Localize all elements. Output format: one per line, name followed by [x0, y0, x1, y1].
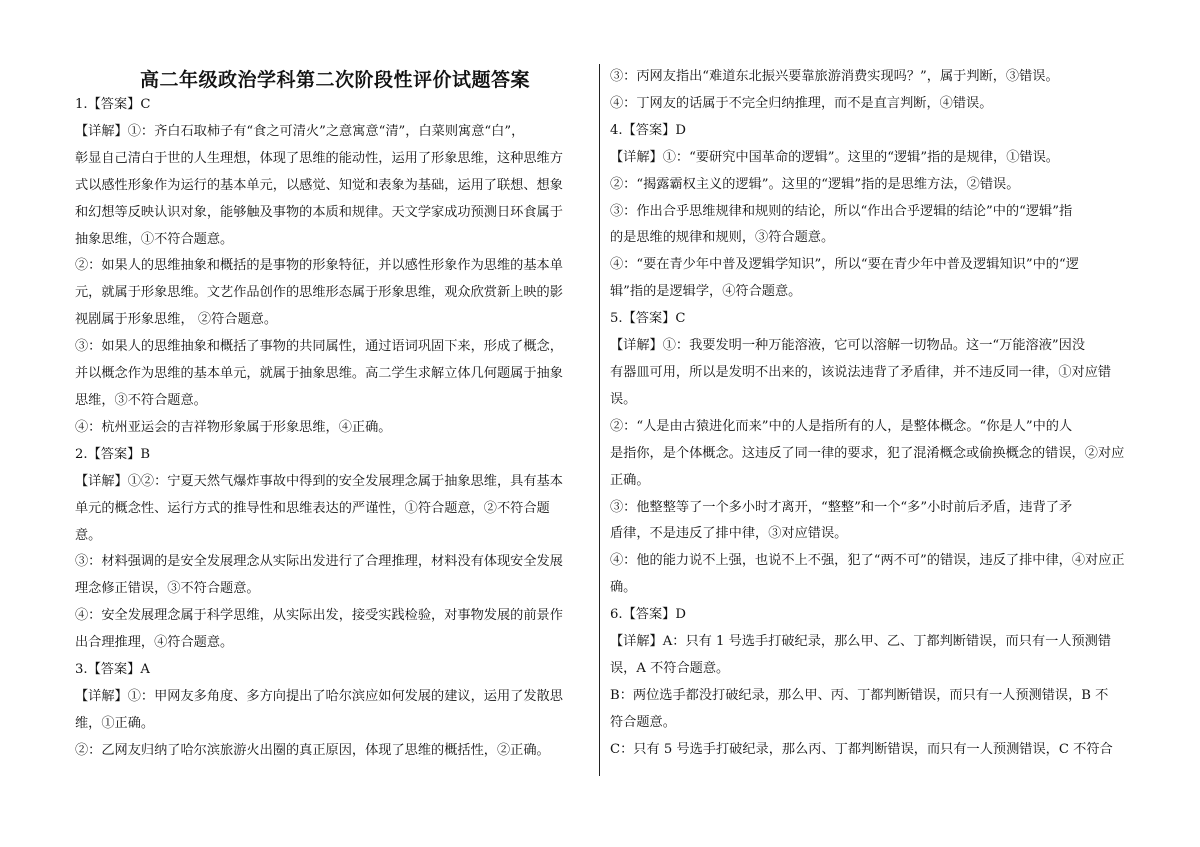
text-line: 1.【答案】C [75, 97, 151, 112]
text-line: ③：作出合乎思维规律和规则的结论，所以“作出合乎逻辑的结论”中的“逻辑”指 [610, 203, 1073, 219]
text-line: 辑”指的是逻辑学，④符合题意。 [610, 284, 802, 300]
text-line: C：只有 5 号选手打破纪录，那么丙、丁都判断错误，而只有一人预测错误，C 不符合 [610, 741, 1113, 757]
text-line: 元，就属于形象思维。文艺作品创作的思维形态属于形象思维，观众欣赏新上映的影 [75, 285, 563, 301]
text-line: 式以感性形象作为运行的基本单元，以感觉、知觉和表象为基础，运用了联想、想象 [75, 177, 563, 193]
left-column [75, 64, 595, 765]
text-line: 误。 [610, 391, 637, 407]
text-line: 【详解】A：只有 1 号选手打破纪录，那么甲、乙、丁都判断错误，而只有一人预测错 [610, 634, 1112, 650]
text-line: 单元的概念性、运行方式的推导性和思维表达的严谨性，①符合题意，②不符合题 [75, 500, 550, 516]
text-line: ④：他的能力说不上强，也说不上不强，犯了“两不可”的错误，违反了排中律，④对应正 [610, 553, 1125, 569]
text-line: 【详解】①②：宁夏天然气爆炸事故中得到的安全发展理念属于抽象思维，具有基本 [75, 473, 563, 489]
text-line: B：两位选手都没打破纪录，那么甲、丙、丁都判断错误，而只有一人预测错误，B 不 [610, 687, 1109, 703]
text-line: 盾律，不是违反了排中律，③对应错误。 [610, 526, 848, 542]
text-line: ③：丙网友指出“难道东北振兴要靠旅游消费实现吗？”，属于判断，③错误。 [610, 69, 1059, 84]
text-line: 【详解】①：“要研究中国革命的逻辑”。这里的“逻辑”指的是规律，①错误。 [610, 149, 1059, 165]
column-divider [599, 64, 600, 776]
text-line: 6.【答案】D [610, 607, 686, 623]
text-line: 【详解】①：甲网友多角度、多方向提出了哈尔滨应如何发展的建议，运用了发散思 [75, 688, 563, 704]
text-line: 的是思维的规律和规则，③符合题意。 [610, 230, 835, 246]
text-line: 符合题意。 [610, 714, 676, 730]
text-line: 是指你，是个体概念。这违反了同一律的要求，犯了混淆概念或偷换概念的错误，②对应 [610, 445, 1125, 461]
text-line: 5.【答案】C [610, 311, 686, 327]
text-line: ②：如果人的思维抽象和概括的是事物的形象特征，并以感性形象作为思维的基本单 [75, 258, 563, 274]
text-line: 思维，③不符合题意。 [75, 392, 207, 408]
text-line: 抽象思维，①不符合题意。 [75, 231, 234, 247]
text-line: 意。 [75, 527, 102, 543]
text-line: ③：如果人的思维抽象和概括了事物的共同属性，通过语词巩固下来，形成了概念， [75, 339, 563, 355]
text-line: 理念修正错误，③不符合题意。 [75, 581, 260, 597]
text-line: ②：“揭露霸权主义的逻辑”。这里的“逻辑”指的是思维方法，②错误。 [610, 176, 1020, 192]
text-line: 4.【答案】D [610, 122, 686, 138]
text-line: ④：“要在青少年中普及逻辑学知识”，所以“要在青少年中普及逻辑知识”中的“逻 [610, 257, 1079, 273]
text-line: 维，①正确。 [75, 715, 155, 731]
text-line: 【详解】①：我要发明一种万能溶液，它可以溶解一切物品。这一“万能溶液”因没 [610, 338, 1086, 354]
text-line: 有器皿可用，所以是发明不出来的，该说法违背了矛盾律，并不违反同一律，①对应错 [610, 364, 1112, 380]
text-line: ②：乙网友归纳了哈尔滨旅游火出圈的真正原因，体现了思维的概括性，②正确。 [75, 742, 550, 758]
text-line: ④：杭州亚运会的吉祥物形象属于形象思维，④正确。 [75, 419, 392, 435]
text-line: 2.【答案】B [75, 446, 151, 462]
text-line: ③：他整整等了一个多小时才离开，“整整”和一个“多”小时前后矛盾，违背了矛 [610, 499, 1073, 515]
text-line: ④：丁网友的话属于不完全归纳推理，而不是直言判断，④错误。 [610, 95, 993, 111]
text-line: 和幻想等反映认识对象，能够触及事物的本质和规律。天文学家成功预测日环食属于 [75, 204, 563, 220]
text-line: ④：安全发展理念属于科学思维，从实际出发，接受实践检验，对事物发展的前景作 [75, 608, 563, 624]
text-line: 彰显自己清白于世的人生理想，体现了思维的能动性，运用了形象思维，这种思维方 [75, 150, 563, 166]
text-line: 出合理推理，④符合题意。 [75, 635, 234, 651]
text-line: ③：材料强调的是安全发展理念从实际出发进行了合理推理，材料没有体现安全发展 [75, 554, 563, 570]
text-line: 正确。 [610, 472, 650, 488]
text-line: 视剧属于形象思维， ②符合题意。 [75, 312, 278, 328]
text-line: 3.【答案】A [75, 662, 150, 678]
text-line: 误，A 不符合题意。 [610, 660, 730, 676]
text-line: 确。 [610, 580, 637, 596]
right-column [610, 64, 1138, 764]
text-line: 并以概念作为思维的基本单元，就属于抽象思维。高二学生求解立体几何题属于抽象 [75, 366, 563, 382]
page-title: 高二年级政治学科第二次阶段性评价试题答案 [139, 69, 530, 91]
text-line: 【详解】①：齐白石取柿子有“食之可清火”之意寓意“清”，白菜则寓意“白”， [75, 123, 525, 139]
text-line: ②：“人是由古猿进化而来”中的人是指所有的人，是整体概念。“你是人”中的人 [610, 418, 1073, 434]
